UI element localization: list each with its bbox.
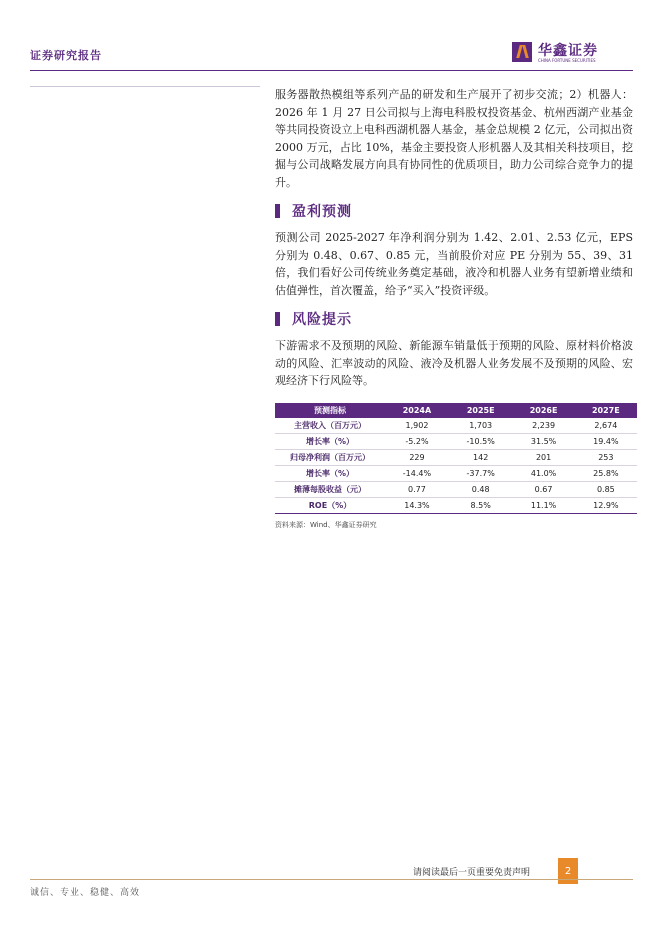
heading-marker: [275, 312, 280, 326]
table-cell: 19.4%: [575, 433, 637, 449]
section-heading-risk: [275, 308, 633, 330]
table-cell: 2,239: [512, 418, 574, 434]
profit-forecast-paragraph: 预测公司 2025-2027 年净利润分别为 1.42、2.01、2.53 亿元，EPS 分别为 0.48、0.67、0.85 元，当前股价对应 PE 分别为 55、39、31 倍，我们看好公司传统业务奠定基础，液冷和机器人业务有望新增业绩和估值弹性，首次覆盖，给予“买入”投资评级。: [275, 231, 633, 297]
table-source-note: 资料来源：Wind、华鑫证券研究: [275, 520, 377, 529]
row-label: 归母净利润（百万元）: [275, 449, 385, 465]
table-cell: 0.77: [385, 481, 449, 497]
table-cell: -14.4%: [385, 465, 449, 481]
forecast-table: [275, 403, 637, 514]
company-logo: [512, 40, 632, 68]
table-cell: -10.5%: [449, 433, 513, 449]
table-cell: -37.7%: [449, 465, 513, 481]
row-label: 主营收入（百万元）: [275, 418, 385, 434]
row-label: 增长率（%）: [275, 465, 385, 481]
table-cell: 229: [385, 449, 449, 465]
table-header-cell: 2026E: [512, 403, 574, 418]
table-cell: 0.67: [512, 481, 574, 497]
table-cell: 12.9%: [575, 497, 637, 513]
table-cell: 25.8%: [575, 465, 637, 481]
table-cell: 142: [449, 449, 513, 465]
heading-marker: [275, 204, 280, 218]
table-header-cell: 2025E: [449, 403, 513, 418]
table-row: [275, 481, 637, 497]
main-content: [275, 86, 633, 530]
row-label: 摊薄每股收益（元）: [275, 481, 385, 497]
table-cell: 253: [575, 449, 637, 465]
header-title: 证券研究报告: [30, 49, 102, 62]
intro-paragraph: 服务器散热模组等系列产品的研发和生产展开了初步交流；2）机器人：2026 年 1 月 27 日公司拟与上海电科股权投资基金、杭州西湖产业基金等共同投资设立上电科西湖机器人基金，基金总规模 2 亿元，公司拟出资 2000 万元，占比 10%，基金主要投资人形机器人及其相关科技项目，挖掘与公司战略发展方向具有协同性的优质项目，助力公司综合竞争力的提升。: [275, 88, 633, 189]
table-cell: 8.5%: [449, 497, 513, 513]
row-label: ROE（%）: [275, 497, 385, 513]
table-row: [275, 497, 637, 513]
disclaimer-link: 请阅读最后一页重要免责声明: [413, 868, 531, 878]
table-header-cell: 2024A: [385, 403, 449, 418]
logo-name-cn: 华鑫证券: [538, 43, 598, 59]
logo-icon: [512, 42, 532, 62]
risk-heading: 风险提示: [292, 312, 352, 328]
table-cell: 2,674: [575, 418, 637, 434]
table-row: [275, 418, 637, 434]
table-header-cell: 预测指标: [275, 403, 385, 418]
table-cell: 14.3%: [385, 497, 449, 513]
table-row: [275, 465, 637, 481]
table-cell: 11.1%: [512, 497, 574, 513]
table-cell: 0.48: [449, 481, 513, 497]
table-cell: 201: [512, 449, 574, 465]
logo-name-en: CHINA FORTUNE SECURITIES: [538, 58, 596, 63]
footer-divider: [30, 879, 633, 880]
table-cell: 0.85: [575, 481, 637, 497]
forecast-table-header-row: [275, 403, 637, 418]
table-cell: 31.5%: [512, 433, 574, 449]
row-label: 增长率（%）: [275, 433, 385, 449]
risk-paragraph: 下游需求不及预期的风险、新能源车销量低于预期的风险、原材料价格波动的风险、汇率波动的风险、液冷及机器人业务发展不及预期的风险、宏观经济下行风险等。: [275, 339, 633, 387]
footer-motto: 诚信、专业、稳健、高效: [30, 888, 141, 898]
table-row: [275, 433, 637, 449]
table-cell: 41.0%: [512, 465, 574, 481]
left-column-divider: [30, 86, 260, 87]
profit-forecast-heading: 盈利预测: [292, 204, 352, 220]
table-cell: 1,902: [385, 418, 449, 434]
table-header-cell: 2027E: [575, 403, 637, 418]
table-cell: 1,703: [449, 418, 513, 434]
table-cell: -5.2%: [385, 433, 449, 449]
page-number: 2: [558, 858, 578, 884]
section-heading-profit-forecast: [275, 200, 633, 222]
header-divider: [30, 70, 633, 71]
table-row: [275, 449, 637, 465]
